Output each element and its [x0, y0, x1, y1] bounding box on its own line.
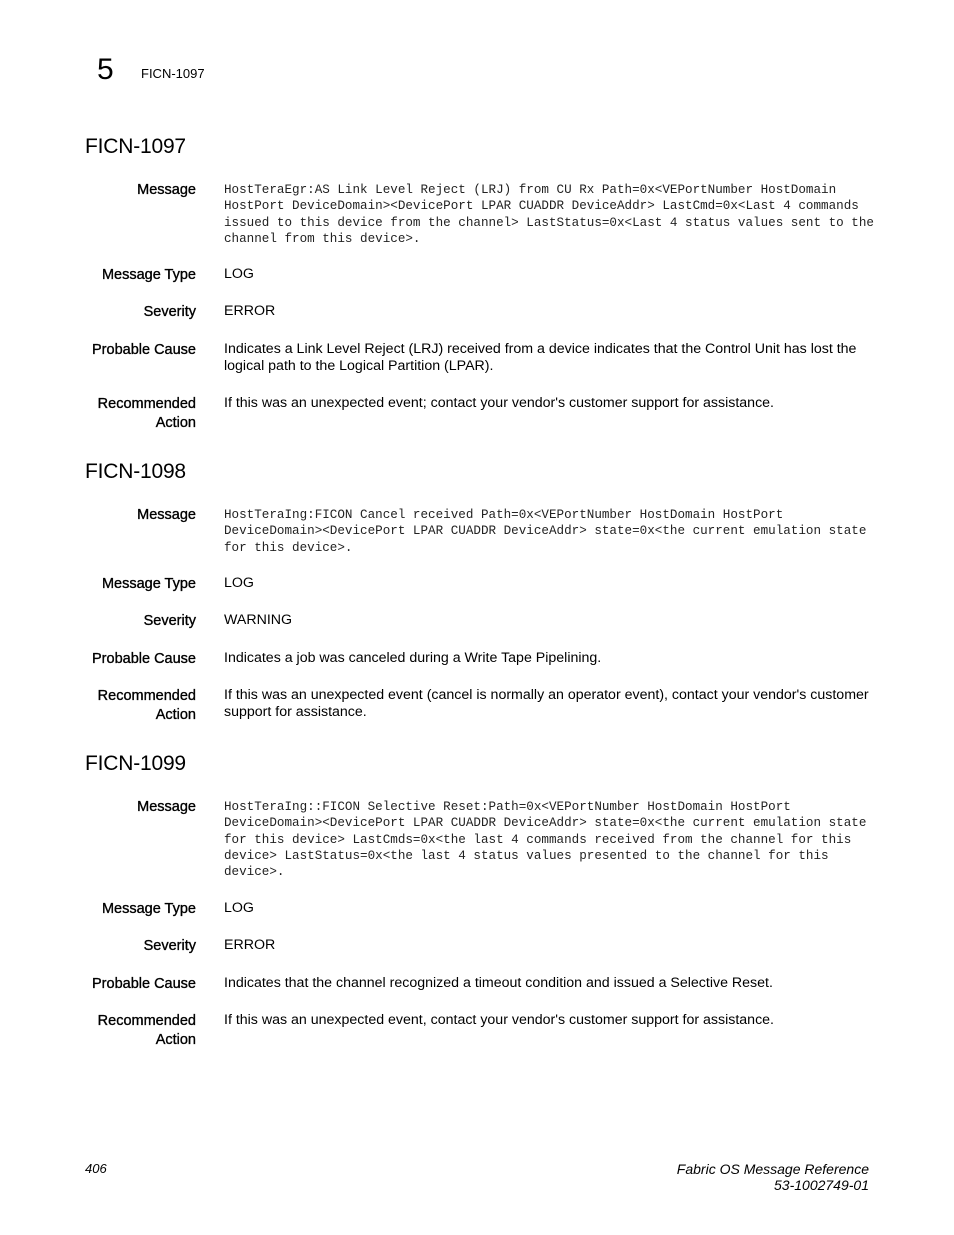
message-type-label: Message Type — [101, 576, 196, 592]
message-text: HostTeraIng::FICON Selective Reset:Path=0x<VEPortNumber HostDomain HostPort DeviceDomain><DevicePort LPAR CUADDR DeviceAddr> state=0x<the current emulation state for this device> LastCmds=0x<the last 4 commands received from the channel for this device> LastStatus=0x<the last 4 status values presented to the channel for this device>. — [224, 800, 867, 880]
footer-doc-title: Fabric OS Message Reference — [676, 1161, 869, 1177]
message-type-value: LOG — [224, 900, 254, 916]
severity-value: ERROR — [224, 303, 276, 319]
message-type-label: Message Type — [101, 901, 196, 917]
probable-cause-label: Probable Cause — [92, 342, 196, 358]
recommended-action-text: If this was an unexpected event (cancel is normally an operator event), contact your vendor's customer support for assistance. — [224, 687, 869, 720]
recommended-label-line1: Recommended — [97, 396, 196, 412]
chapter-number: 5 — [97, 53, 114, 86]
recommended-label-line2: Action — [155, 415, 196, 431]
message-label: Message — [137, 799, 196, 815]
probable-cause-text: Indicates a Link Level Reject (LRJ) received from a device indicates that the Control Unit has lost the logical path to the Logical Partition (LPAR). — [224, 341, 857, 374]
message-type-label: Message Type — [101, 267, 196, 283]
recommended-label-line2: Action — [155, 707, 196, 723]
running-header-title: FICN-1097 — [141, 66, 205, 81]
recommended-action-label — [56, 687, 196, 725]
recommended-action-label — [56, 395, 196, 433]
probable-cause-text: Indicates that the channel recognized a timeout condition and issued a Selective Reset. — [224, 975, 773, 991]
page-number: 406 — [85, 1161, 107, 1176]
recommended-label-line2: Action — [155, 1032, 196, 1048]
recommended-action-text: If this was an unexpected event; contact your vendor's customer support for assistance. — [224, 395, 775, 411]
severity-value: WARNING — [224, 612, 293, 628]
footer-doc-info — [677, 1161, 869, 1193]
probable-cause-label: Probable Cause — [92, 976, 196, 992]
message-text: HostTeraEgr:AS Link Level Reject (LRJ) from CU Rx Path=0x<VEPortNumber HostDomain HostPort DeviceDomain><DevicePort LPAR CUADDR DeviceAddr> LastCmd=0x<Last 4 commands issued to this device from the channel> LastStatus=0x<Last 4 status values sent to the channel from this device>. — [224, 183, 874, 246]
message-label: Message — [137, 182, 196, 198]
section-title: FICN-1097 — [85, 135, 186, 158]
probable-cause-text: Indicates a job was canceled during a Write Tape Pipelining. — [224, 650, 602, 666]
probable-cause-label: Probable Cause — [92, 651, 196, 667]
severity-label: Severity — [143, 613, 196, 629]
recommended-label-line1: Recommended — [97, 688, 196, 704]
footer-doc-number: 53-1002749-01 — [774, 1177, 869, 1193]
message-type-value: LOG — [224, 266, 254, 282]
recommended-action-label — [56, 1012, 196, 1050]
message-label: Message — [137, 507, 196, 523]
message-text: HostTeraIng:FICON Cancel received Path=0x<VEPortNumber HostDomain HostPort DeviceDomain><DevicePort LPAR CUADDR DeviceAddr> state=0x<the current emulation state for this device>. — [224, 508, 867, 555]
severity-label: Severity — [143, 938, 196, 954]
message-type-value: LOG — [224, 575, 254, 591]
recommended-action-text: If this was an unexpected event, contact your vendor's customer support for assistance. — [224, 1012, 775, 1028]
section-title: FICN-1098 — [85, 460, 186, 483]
severity-label: Severity — [143, 304, 196, 320]
section-title: FICN-1099 — [85, 752, 186, 775]
severity-value: ERROR — [224, 937, 276, 953]
recommended-label-line1: Recommended — [97, 1013, 196, 1029]
